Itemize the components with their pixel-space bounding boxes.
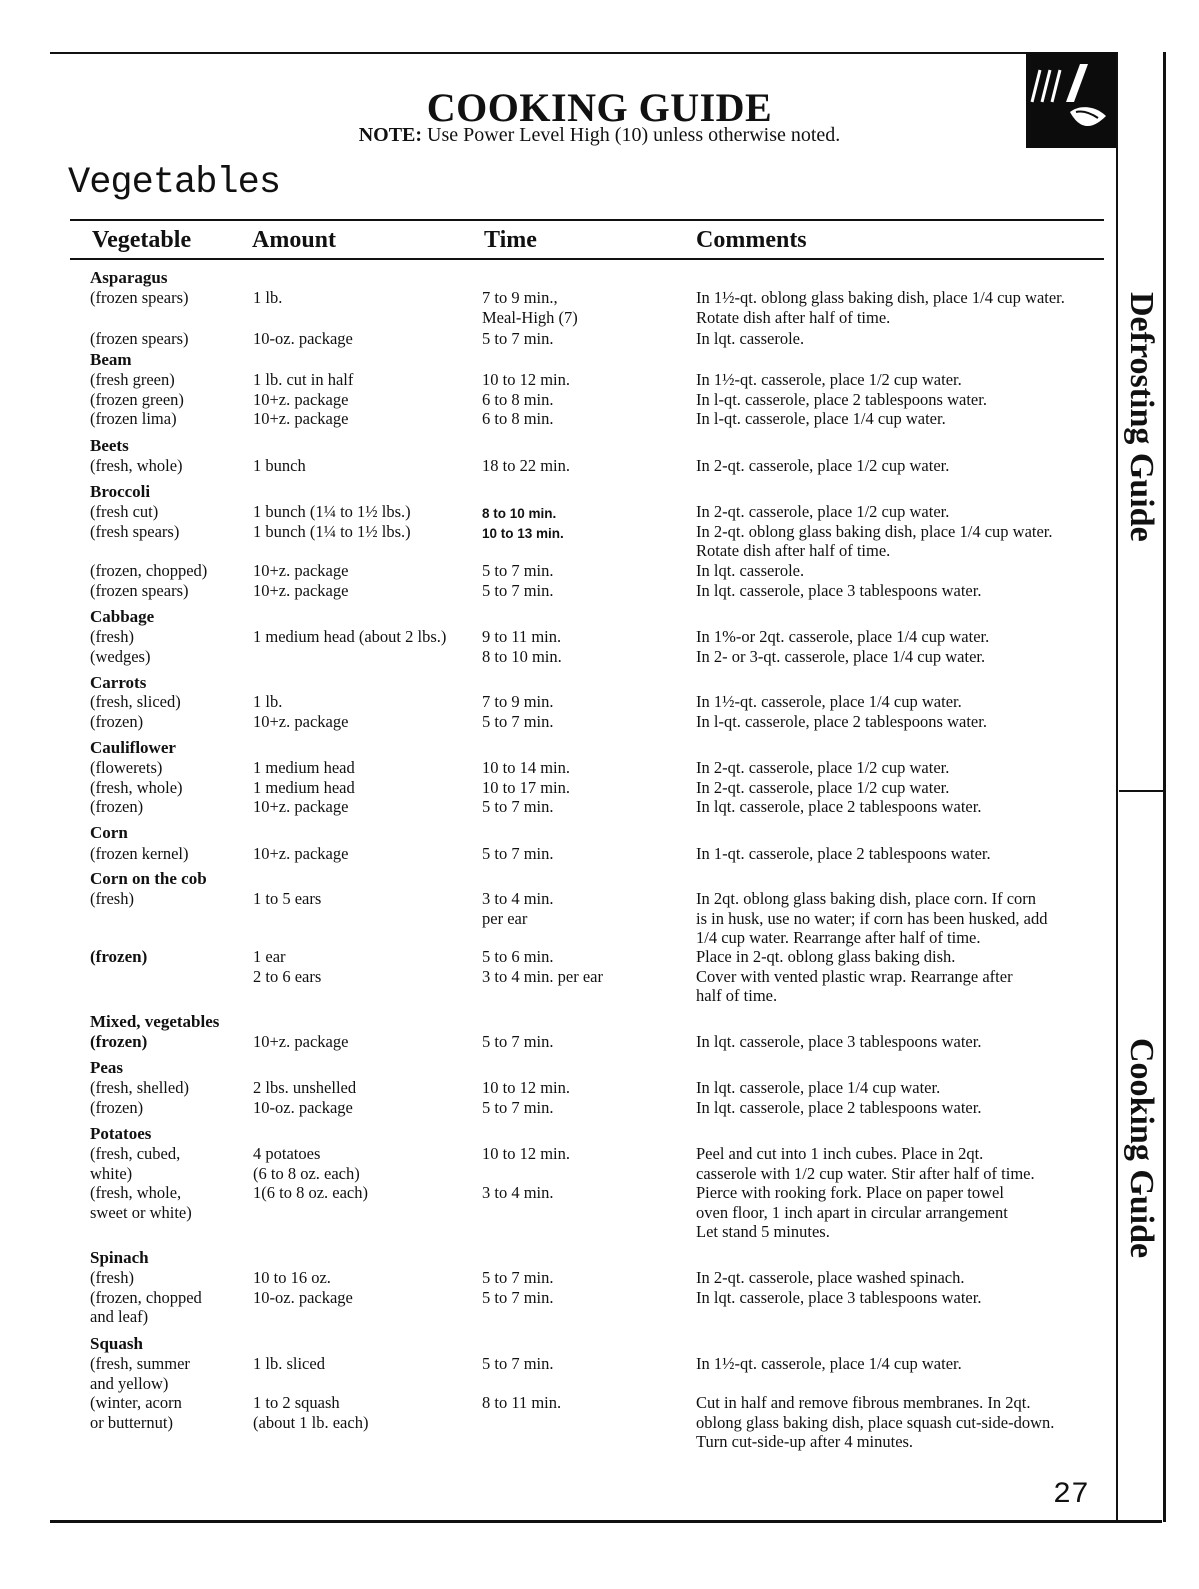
tab-edge-left [1116,52,1118,1522]
amount-cell: 1 bunch [253,456,306,475]
time-cell: 5 to 7 min. [482,329,554,348]
comment-cell: In lqt. casserole. In lqt. casserole, place 3 tablespoons water. [696,561,982,600]
tab-defrosting-guide[interactable]: Defrosting Guide [1123,292,1160,542]
time-cell: 10 to 12 min. 3 to 4 min. [482,1144,571,1202]
time-cell: 5 to 7 min. 5 to 7 min. [482,1268,554,1307]
time-cell: 10 to 12 min. 5 to 7 min. [482,1078,571,1117]
vegetable-variant: (winter, acorn or butternut) [90,1393,182,1432]
amount-cell: 10+z. package 10+z. package [253,561,349,600]
time-cell: 5 to 7 min. [482,1032,554,1051]
time-cell: 5 to 7 min. [482,844,554,863]
vegetable-variant: (flowerets) (fresh, whole) (frozen) [90,758,183,816]
vegetable-variant: (fresh) (frozen, chopped and leaf) [90,1268,202,1326]
vegetable-variant: (frozen kernel) [90,844,189,863]
amount-cell: 1 to 2 squash (about 1 lb. each) [253,1393,369,1432]
time-cell: 8 to 11 min. [482,1393,562,1412]
amount-cell: 4 potatoes (6 to 8 oz. each) 1(6 to 8 oz. each) [253,1144,368,1202]
amount-cell: 10-oz. package [253,329,353,348]
note-text: Use Power Level High (10) unless otherwise noted. [422,124,841,146]
comment-cell: Peel and cut into 1 inch cubes. Place in 2qt. casserole with 1/2 cup water. Stir after half of time. Pierce with rooking fork. Place on paper towel oven floor, 1 inch apart in circular arrangement Let stand 5 minutes. [696,1144,1035,1241]
table-header-rule-bottom [70,258,1104,260]
comment-cell: In 1½-qt. casserole, place 1/4 cup water. [696,1354,962,1373]
amount-cell: 10+z. package [253,844,349,863]
vegetable-variant: (fresh green) (frozen green) (frozen lima) [90,370,184,428]
amount-cell: 1 medium head 1 medium head 10+z. package [253,758,355,816]
amount-cell: 1 bunch (1¼ to 1½ lbs.) 1 bunch (1¼ to 1½ lbs.) [253,502,411,541]
comment-cell: In lqt. casserole, place 3 tablespoons water. [696,1032,982,1051]
column-header-time: Time [484,227,537,253]
time-cell: 5 to 6 min. 3 to 4 min. per ear [482,947,603,986]
amount-cell: 1 lb. sliced [253,1354,325,1373]
tab-edge-right [1163,52,1166,1522]
top-rule [50,52,1114,54]
section-heading: Vegetables [68,162,281,204]
comment-cell: Place in 2-qt. oblong glass baking dish. Cover with vented plastic wrap. Rearrange after half of time. [696,947,1013,1005]
vegetable-variant: (frozen spears) [90,329,189,348]
amount-cell: 1 medium head (about 2 lbs.) [253,627,447,646]
vegetable-heading: Potatoes [90,1124,152,1143]
vegetable-variant: (fresh, whole) [90,456,183,475]
time-cell: 5 to 7 min. 5 to 7 min. [482,561,554,600]
time-cell: 3 to 4 min. per ear [482,889,554,928]
comment-cell: In 1½-qt. oblong glass baking dish, place 1/4 cup water. Rotate dish after half of time. [696,288,1065,327]
time-cell: 5 to 7 min. [482,1354,554,1373]
table-header-rule-top [70,219,1104,221]
vegetable-heading: Squash [90,1334,143,1353]
vegetable-heading: Carrots [90,673,147,692]
amount-cell: 1 ear 2 to 6 ears [253,947,322,986]
vegetable-heading: Asparagus [90,268,168,287]
time-cell: 18 to 22 min. [482,456,571,475]
vegetable-variant: (fresh, sliced) (frozen) [90,692,181,731]
tab-cooking-guide[interactable]: Cooking Guide [1123,1038,1160,1259]
vegetable-variant: (fresh) [90,889,134,908]
time-cell: 10 to 14 min. 10 to 17 min. 5 to 7 min. [482,758,571,816]
vegetable-variant: (frozen, chopped) (frozen spears) [90,561,208,600]
comment-cell: In 2-qt. casserole, place 1/2 cup water. In 2-qt. casserole, place 1/2 cup water. In lqt. casserole, place 2 tablespoons water. [696,758,982,816]
amount-cell: 1 lb. [253,288,283,307]
page-number: 27 [1053,1478,1090,1512]
tab-divider [1119,790,1163,792]
comment-cell: Cut in half and remove fibrous membranes. In 2qt. oblong glass baking dish, place squash cut-side-down. Turn cut-side-up after 4 minutes. [696,1393,1055,1451]
vegetable-heading: Peas [90,1058,124,1077]
amount-cell: 1 to 5 ears [253,889,322,908]
comment-cell: In 2-qt. casserole, place 1/2 cup water. In 2-qt. oblong glass baking dish, place 1/4 cup water. Rotate dish after half of time. [696,502,1053,560]
vegetable-variant: (frozen) [90,947,148,966]
vegetable-heading: Beets [90,436,129,455]
vegetable-heading: Spinach [90,1248,149,1267]
vegetable-heading: Corn [90,823,128,842]
vegetable-heading: Cabbage [90,607,155,626]
page-title: COOKING GUIDE [426,85,773,130]
vegetable-variant: (fresh cut) (fresh spears) [90,502,180,541]
amount-cell: 10+z. package [253,1032,349,1051]
vegetable-heading: Corn on the cob [90,869,207,888]
vegetable-variant: (fresh, shelled) (frozen) [90,1078,189,1117]
vegetable-variant: (fresh) (wedges) [90,627,151,666]
comment-cell: In lqt. casserole. [696,329,805,348]
comment-cell: In 1½-qt. casserole, place 1/2 cup water. In l-qt. casserole, place 2 tablespoons water. In l-qt. casserole, place 1/4 cup water. [696,370,987,428]
amount-cell: 1 lb. 10+z. package [253,692,349,731]
vegetable-variant: (frozen spears) [90,288,189,307]
vegetable-variant: (frozen) [90,1032,148,1051]
column-header-amount: Amount [252,227,337,253]
vegetable-heading: Beam [90,350,132,369]
power-note [0,124,1199,147]
vegetable-variant: (fresh, summer and yellow) [90,1354,190,1393]
vegetable-heading: Cauliflower [90,738,176,757]
comment-cell: In 2-qt. casserole, place washed spinach. In lqt. casserole, place 3 tablespoons water. [696,1268,982,1307]
comment-cell: In 2-qt. casserole, place 1/2 cup water. [696,456,950,475]
time-cell: 8 to 10 min. 10 to 13 min. [482,506,564,541]
note-label: NOTE: [358,124,423,146]
column-header-vegetable: Vegetable [92,227,192,253]
vegetable-variant: (fresh, cubed, white) (fresh, whole, sweet or white) [90,1144,192,1222]
time-cell: 10 to 12 min. 6 to 8 min. 6 to 8 min. [482,370,571,428]
amount-cell: 1 lb. cut in half 10+z. package 10+z. package [253,370,354,428]
time-cell: 7 to 9 min. 5 to 7 min. [482,692,554,731]
comment-cell: In 1-qt. casserole, place 2 tablespoons water. [696,844,991,863]
time-cell: 7 to 9 min., Meal-High (7) [482,288,578,327]
comment-cell: In 1½-qt. casserole, place 1/4 cup water. In l-qt. casserole, place 2 tablespoons water. [696,692,987,731]
vegetable-heading: Mixed, vegetables [90,1012,220,1031]
amount-cell: 10 to 16 oz. 10-oz. package [253,1268,353,1307]
vegetable-heading: Broccoli [90,482,151,501]
comment-cell: In 1%-or 2qt. casserole, place 1/4 cup water. In 2- or 3-qt. casserole, place 1/4 cup water. [696,627,990,666]
time-cell: 9 to 11 min. 8 to 10 min. [482,627,562,666]
comment-cell: In lqt. casserole, place 1/4 cup water. In lqt. casserole, place 2 tablespoons water. [696,1078,982,1117]
amount-cell: 2 lbs. unshelled 10-oz. package [253,1078,357,1117]
column-header-comments: Comments [696,227,807,253]
comment-cell: In 2qt. oblong glass baking dish, place corn. If corn is in husk, use no water; if corn has been husked, add 1/4 cup water. Rearrange after half of time. [696,889,1048,947]
bottom-rule [50,1520,1162,1523]
